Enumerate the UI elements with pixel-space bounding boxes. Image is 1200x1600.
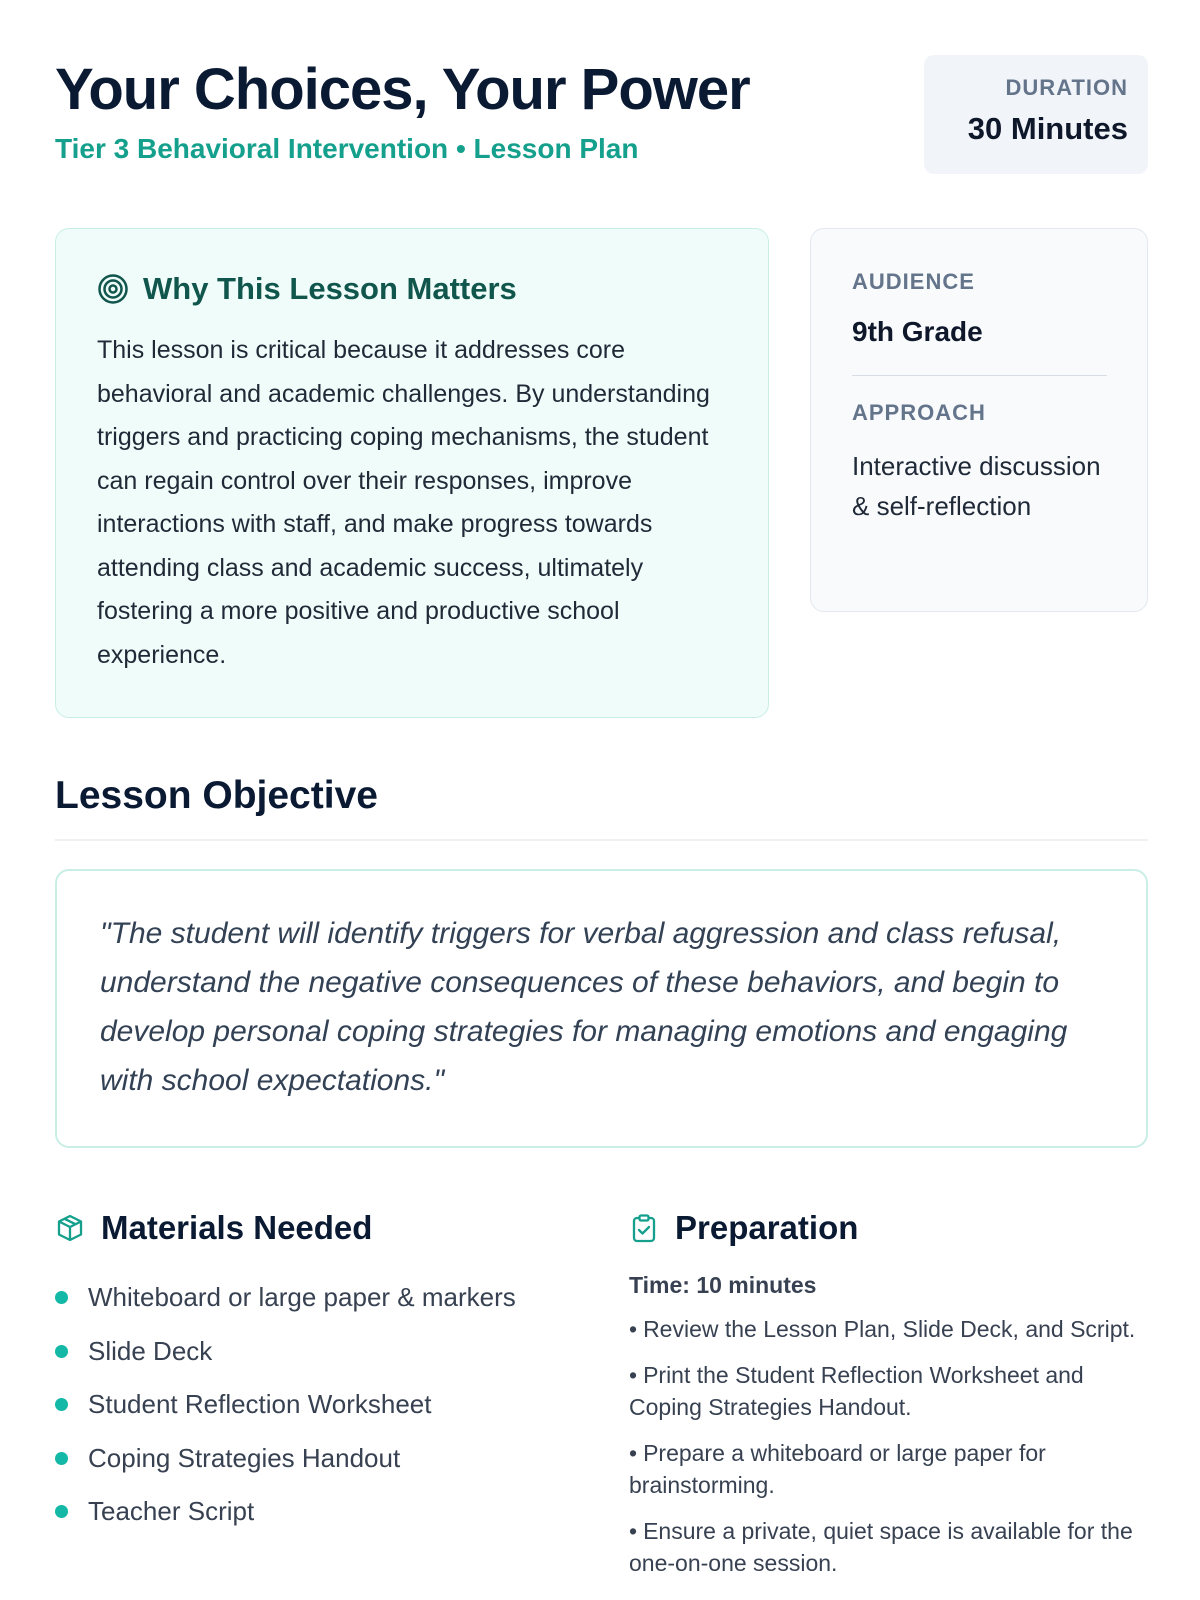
preparation-title: Preparation — [675, 1209, 859, 1246]
preparation-header — [629, 1205, 1149, 1251]
list-item — [55, 1432, 575, 1486]
bullet-dot — [55, 1398, 68, 1411]
bullet-mark: • — [629, 1440, 638, 1466]
target-icon — [97, 273, 129, 305]
list-item — [629, 1437, 1149, 1501]
bullet-mark: • — [629, 1518, 638, 1544]
page-subtitle: Tier 3 Behavioral Intervention • Lesson Plan — [55, 133, 639, 164]
objective-card — [55, 869, 1148, 1148]
preparation-time: Time: 10 minutes — [629, 1272, 817, 1298]
materials-section — [55, 1205, 575, 1539]
list-item — [55, 1325, 575, 1379]
bullet-mark: • — [629, 1316, 638, 1342]
approach-value: Interactive discussion & self-reflection — [852, 451, 1101, 521]
objective-text: "The student will identify triggers for verbal aggression and class refusal, understand the negative consequences of these behaviors, and begin to develop personal coping strategies for managing emotions and engaging with school expectations." — [100, 917, 1068, 1097]
header — [55, 55, 1148, 175]
materials-header — [55, 1205, 575, 1251]
list-item — [55, 1271, 575, 1325]
objective-divider — [55, 839, 1148, 841]
why-title: Why This Lesson Matters — [143, 271, 517, 306]
why-card — [55, 228, 769, 718]
list-item — [629, 1313, 1149, 1345]
materials-list — [55, 1271, 575, 1539]
list-item — [55, 1485, 575, 1539]
prep-step: Review the Lesson Plan, Slide Deck, and Script. — [643, 1316, 1136, 1342]
bullet-dot — [55, 1452, 68, 1465]
approach-label: APPROACH — [852, 400, 986, 425]
prep-step: Ensure a private, quiet space is available for the one-on-one session. — [629, 1518, 1133, 1576]
duration-value: 30 Minutes — [967, 111, 1128, 146]
info-card — [810, 228, 1148, 612]
objective-heading: Lesson Objective — [55, 774, 378, 817]
why-text: This lesson is critical because it addresses core behavioral and academic challenges. By understanding triggers and practicing coping mechanisms, the student can regain control over their responses, improve interactions with staff, and make progress towards attending class and academic success, ultimately fostering a more positive and productive school experience. — [97, 336, 710, 669]
material-label: Coping Strategies Handout — [88, 1442, 401, 1473]
list-item — [55, 1378, 575, 1432]
prep-step: Print the Student Reflection Worksheet and Coping Strategies Handout. — [629, 1362, 1084, 1420]
why-header — [97, 269, 726, 309]
material-label: Whiteboard or large paper & markers — [88, 1282, 516, 1313]
box-icon — [55, 1213, 85, 1243]
duration-badge — [924, 55, 1148, 174]
audience-value: 9th Grade — [852, 316, 983, 347]
bullet-dot — [55, 1505, 68, 1518]
preparation-list — [629, 1313, 1149, 1579]
material-label: Slide Deck — [88, 1335, 213, 1366]
preparation-section — [629, 1205, 1149, 1593]
materials-title: Materials Needed — [101, 1209, 373, 1246]
audience-label: AUDIENCE — [852, 269, 975, 294]
prep-step: Prepare a whiteboard or large paper for brainstorming. — [629, 1440, 1046, 1498]
clipboard-check-icon — [629, 1213, 659, 1243]
info-divider — [852, 375, 1107, 376]
list-item — [629, 1515, 1149, 1579]
bullet-dot — [55, 1291, 68, 1304]
material-label: Teacher Script — [88, 1496, 255, 1527]
page-title: Your Choices, Your Power — [55, 57, 750, 122]
duration-label: DURATION — [1005, 75, 1128, 100]
material-label: Student Reflection Worksheet — [88, 1389, 432, 1420]
list-item — [629, 1359, 1149, 1423]
bullet-dot — [55, 1345, 68, 1358]
bullet-mark: • — [629, 1362, 638, 1388]
